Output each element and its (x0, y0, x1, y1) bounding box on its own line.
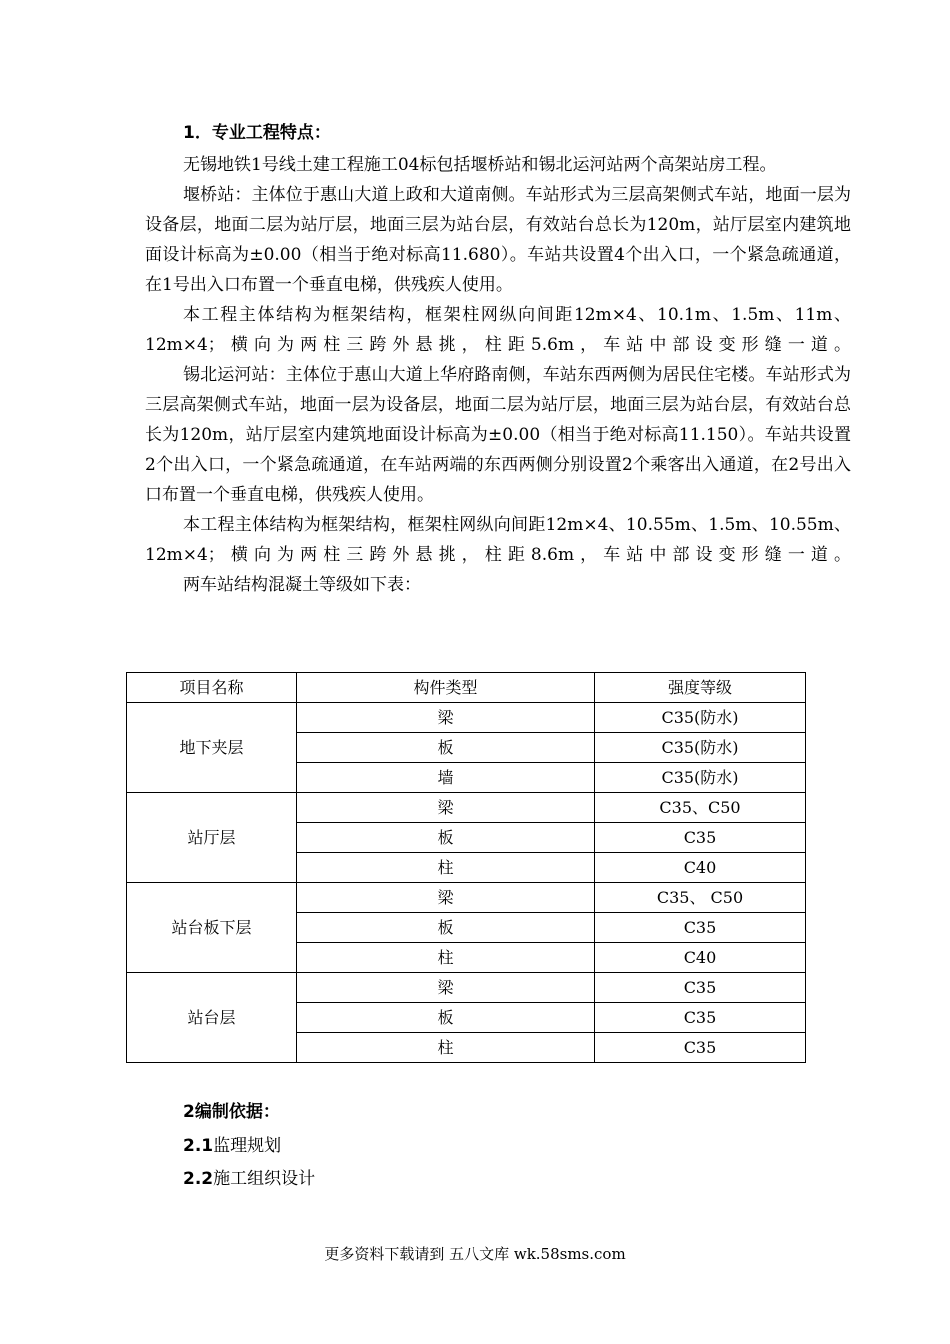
paragraph-table-intro: 两车站结构混凝土等级如下表： (183, 575, 421, 595)
table-row (127, 793, 806, 823)
table-header-row (127, 673, 806, 703)
table-row (127, 883, 806, 913)
table-cell-component: 板 (297, 733, 595, 763)
paragraph-xibei-structure: 本工程主体结构为框架结构，框架柱网纵向间距12m×4、10.55m、1.5m、10.55m、12m×4；横向为两柱三跨外悬挑，柱距8.6m，车站中部设变形缝一道。 (145, 515, 851, 565)
table-cell-grade: C35、 C50 (595, 883, 806, 913)
table-group-name: 站台板下层 (127, 883, 297, 973)
table-cell-component: 墙 (297, 763, 595, 793)
table-cell-grade: C35 (595, 1033, 806, 1063)
table-cell-component: 板 (297, 823, 595, 853)
table-cell-grade: C35 (595, 973, 806, 1003)
section-number: 2 (183, 1102, 195, 1122)
table-header-cell: 强度等级 (595, 673, 806, 703)
table-header-cell: 项目名称 (127, 673, 297, 703)
paragraph-xibei-station: 锡北运河站：主体位于惠山大道上华府路南侧，车站东西两侧为居民住宅楼。车站形式为三层高架侧式车站，地面一层为设备层，地面二层为站厅层，地面三层为站台层，有效站台总长为120m，站厅层室内建筑地面设计标高为±0.00（相当于绝对标高11.150）。车站共设置2个出入口，一个紧急疏通道，在车站两端的东西两侧分别设置2个乘客出入通道，在2号出入口布置一个垂直电梯，供残疾人使用。 (145, 365, 851, 505)
table-cell-component: 梁 (297, 883, 595, 913)
section-title: 监理规划 (213, 1136, 282, 1156)
table-cell-component: 梁 (297, 793, 595, 823)
table-group-name: 地下夹层 (127, 703, 297, 793)
paragraph-overview: 无锡地铁1号线土建工程施工04标包括堰桥站和锡北运河站两个高架站房工程。 (183, 155, 777, 175)
table-cell-grade: C35 (595, 823, 806, 853)
table-cell-grade: C35 (595, 913, 806, 943)
table-cell-grade: C35(防水) (595, 703, 806, 733)
table-group-name: 站台层 (127, 973, 297, 1063)
section-number: 2.2 (183, 1169, 214, 1189)
table-cell-component: 梁 (297, 703, 595, 733)
section-item-2-2 (183, 1164, 315, 1194)
table-cell-grade: C35(防水) (595, 763, 806, 793)
table-row (127, 973, 806, 1003)
concrete-grade-table (126, 672, 806, 1063)
table-cell-component: 板 (297, 913, 595, 943)
section-heading-1: 1．专业工程特点： (183, 123, 331, 143)
document-body (145, 118, 851, 600)
table-cell-component: 柱 (297, 943, 595, 973)
footer-note: 更多资料下载请到 五八文库 wk.58sms.com (324, 1245, 626, 1263)
section-title: 编制依据： (194, 1102, 280, 1122)
table-cell-component: 板 (297, 1003, 595, 1033)
table-cell-grade: C35、C50 (595, 793, 806, 823)
table-header-cell: 构件类型 (297, 673, 595, 703)
table-cell-component: 柱 (297, 1033, 595, 1063)
paragraph-yanqiao-station: 堰桥站：主体位于惠山大道上政和大道南侧。车站形式为三层高架侧式车站，地面一层为设备层，地面二层为站厅层，地面三层为站台层，有效站台总长为120m，站厅层室内建筑地面设计标高为±0.00（相当于绝对标高11.680）。车站共设置4个出入口，一个紧急疏通道，在1号出入口布置一个垂直电梯，供残疾人使用。 (145, 185, 851, 295)
table-cell-component: 梁 (297, 973, 595, 1003)
table-cell-component: 柱 (297, 853, 595, 883)
table-cell-grade: C40 (595, 853, 806, 883)
section-heading-2 (183, 1097, 280, 1127)
section-title: 施工组织设计 (213, 1169, 316, 1189)
section-item-2-1 (183, 1131, 281, 1161)
section-number: 2.1 (183, 1136, 214, 1156)
table-cell-grade: C40 (595, 943, 806, 973)
paragraph-yanqiao-structure: 本工程主体结构为框架结构，框架柱网纵向间距12m×4、10.1m、1.5m、11m、12m×4；横向为两柱三跨外悬挑，柱距5.6m，车站中部设变形缝一道。 (145, 305, 851, 355)
table-cell-grade: C35(防水) (595, 733, 806, 763)
table-cell-grade: C35 (595, 1003, 806, 1033)
table-row (127, 703, 806, 733)
table-group-name: 站厅层 (127, 793, 297, 883)
